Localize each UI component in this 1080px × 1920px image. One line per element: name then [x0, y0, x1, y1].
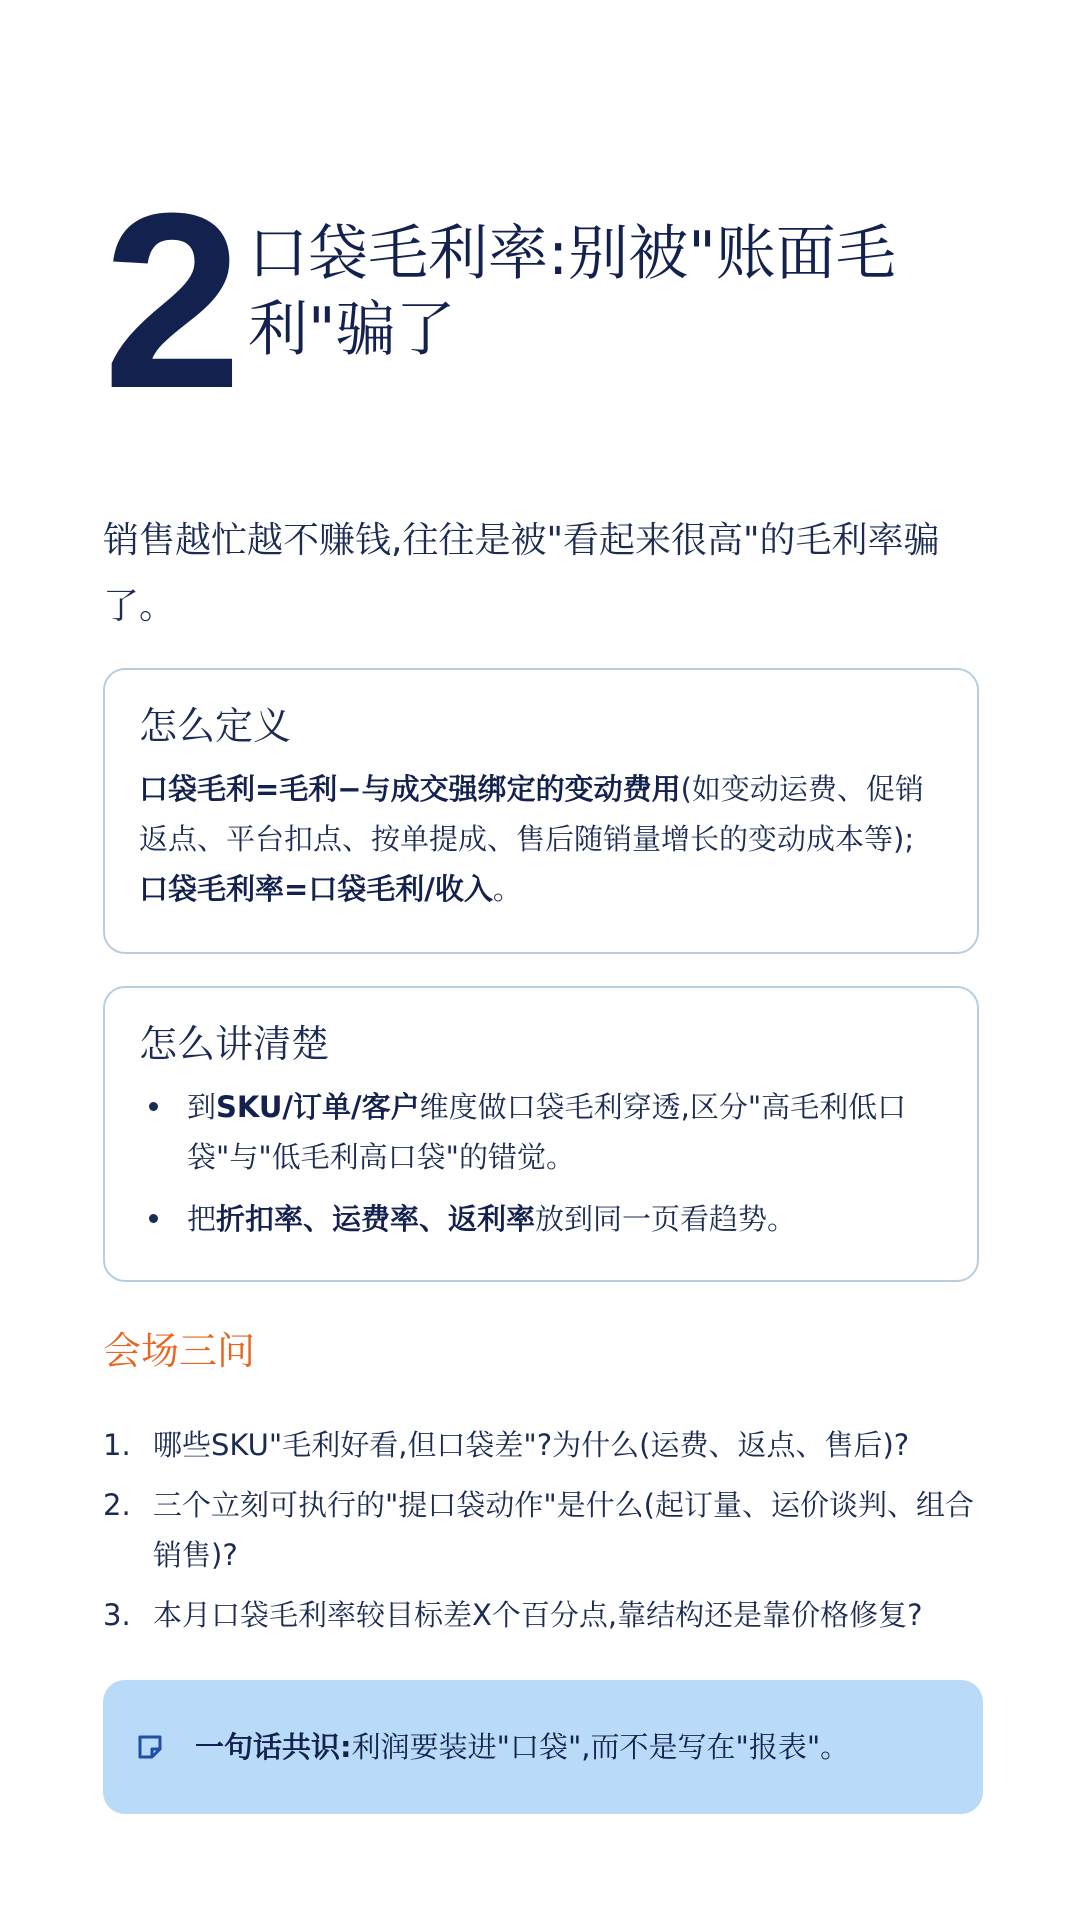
- definition-end: 。: [492, 872, 522, 906]
- bullet-pre: 把: [187, 1202, 217, 1236]
- header: [103, 161, 983, 440]
- question-text: 三个立刻可执行的"提口袋动作"是什么(起订量、运价谈判、组合销售)?: [153, 1488, 974, 1572]
- page-title: 口袋毛利率:别被"账面毛利"骗了: [248, 219, 896, 365]
- explain-card: [103, 986, 979, 1282]
- definition-card: [103, 668, 979, 954]
- question-number: 3.: [103, 1598, 131, 1632]
- definition-card-body: [139, 764, 943, 914]
- question-item: [103, 1480, 983, 1580]
- question-item: [103, 1420, 983, 1470]
- bullet-post: 放到同一页看趋势。: [535, 1202, 797, 1236]
- question-item: [103, 1590, 983, 1640]
- callout-label: 一句话共识:: [195, 1730, 352, 1764]
- explain-bullet-list: [139, 1082, 943, 1244]
- question-text: 本月口袋毛利率较目标差X个百分点,靠结构还是靠价格修复?: [153, 1598, 923, 1632]
- callout-text: [195, 1727, 849, 1767]
- bullet-dot-icon: [149, 1102, 158, 1111]
- bullet-post: 维度做口袋毛利穿透,区分"高毛利低口袋"与"低毛利高口袋"的错觉。: [187, 1090, 907, 1174]
- note-icon: [137, 1734, 163, 1760]
- questions-list: [103, 1420, 983, 1650]
- intro-text: 销售越忙越不赚钱,往往是被"看起来很高"的毛利率骗了。: [103, 520, 940, 627]
- bullet-pre: 到: [187, 1090, 217, 1124]
- definition-card-title: 怎么定义: [139, 704, 292, 748]
- definition-detail: (如变动运费、促销返点、平台扣点、按单提成、售后随销量增长的变动成本等);: [139, 772, 924, 856]
- callout-message: 利润要装进"口袋",而不是写在"报表"。: [351, 1730, 850, 1764]
- question-text: 哪些SKU"毛利好看,但口袋差"?为什么(运费、返点、售后)?: [153, 1428, 910, 1462]
- consensus-callout: [103, 1680, 983, 1814]
- definition-pocket-margin-rate: 口袋毛利率=口袋毛利/收入: [139, 872, 493, 906]
- bullet-bold: SKU/订单/客户: [216, 1090, 420, 1124]
- questions-heading: 会场三问: [103, 1329, 256, 1373]
- bullet-bold: 折扣率、运费率、返利率: [216, 1202, 536, 1236]
- section-number: 2: [103, 161, 237, 440]
- explain-card-title: 怎么讲清楚: [139, 1022, 330, 1066]
- question-number: 2.: [103, 1488, 131, 1522]
- bullet-item: [139, 1082, 943, 1182]
- question-number: 1.: [103, 1428, 131, 1462]
- definition-pocket-margin: 口袋毛利=毛利−与成交强绑定的变动费用: [139, 772, 681, 806]
- bullet-dot-icon: [149, 1214, 158, 1223]
- bullet-item: [139, 1194, 943, 1244]
